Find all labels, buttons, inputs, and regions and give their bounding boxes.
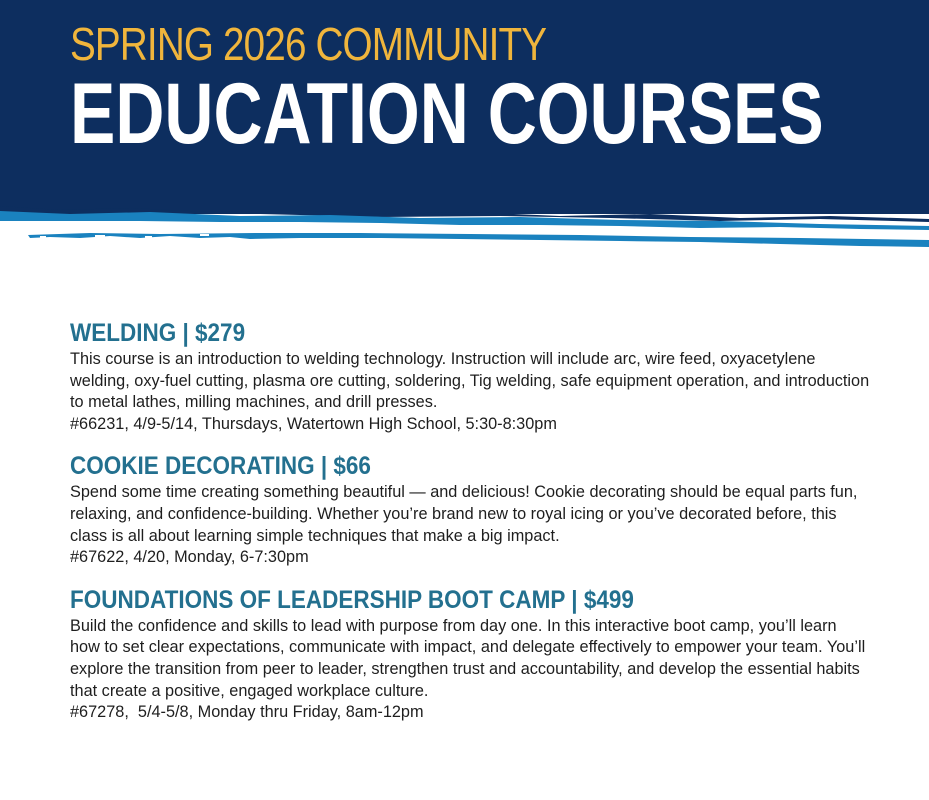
course-schedule: #66231, 4/9-5/14, Thursdays, Watertown High School, 5:30-8:30pm bbox=[70, 414, 557, 433]
course-title: WELDING | $279 bbox=[70, 319, 246, 347]
course-item bbox=[70, 584, 870, 724]
header-kicker: SPRING 2026 COMMUNITY bbox=[70, 18, 547, 70]
brush-speck bbox=[40, 236, 46, 239]
course-description: Spend some time creating something beautiful — and delicious! Cookie decorating should be equal parts fun, relaxing, and confidence-building. Whether you’re brand new to royal icing or you’ve decorated before, this class is all about learning simple techniques that make a big impact. bbox=[70, 483, 858, 545]
course-item bbox=[70, 450, 870, 568]
course-title: FOUNDATIONS OF LEADERSHIP BOOT CAMP | $499 bbox=[70, 585, 634, 614]
course-description: Build the confidence and skills to lead with purpose from day one. In this interactive boot camp, you’ll learn how to set clear expectations, communicate with impact, and delegate effectively to empower your team. You’ll explore the transition from peer to leader, strengthen trust and accountability, and develop the essential habits that create a positive, engaged workplace culture. bbox=[70, 616, 866, 700]
page-title: EDUCATION COURSES bbox=[70, 66, 824, 162]
course-schedule: #67278, 5/4-5/8, Monday thru Friday, 8am-12pm bbox=[70, 703, 424, 722]
brush-speck bbox=[200, 234, 209, 236]
brush-speck bbox=[95, 235, 105, 237]
header-banner bbox=[0, 0, 929, 260]
course-description: This course is an introduction to welding technology. Instruction will include arc, wire feed, oxyacetylene welding, oxy-fuel cutting, plasma ore cutting, soldering, Tig welding, safe equipment operation, and introduction to metal lathes, milling machines, and drill presses. bbox=[70, 350, 870, 412]
course-schedule: #67622, 4/20, Monday, 6-7:30pm bbox=[70, 548, 309, 567]
course-title: COOKIE DECORATING | $66 bbox=[70, 452, 371, 481]
course-list bbox=[70, 317, 870, 739]
course-item bbox=[70, 317, 870, 435]
brush-speck bbox=[145, 236, 152, 238]
